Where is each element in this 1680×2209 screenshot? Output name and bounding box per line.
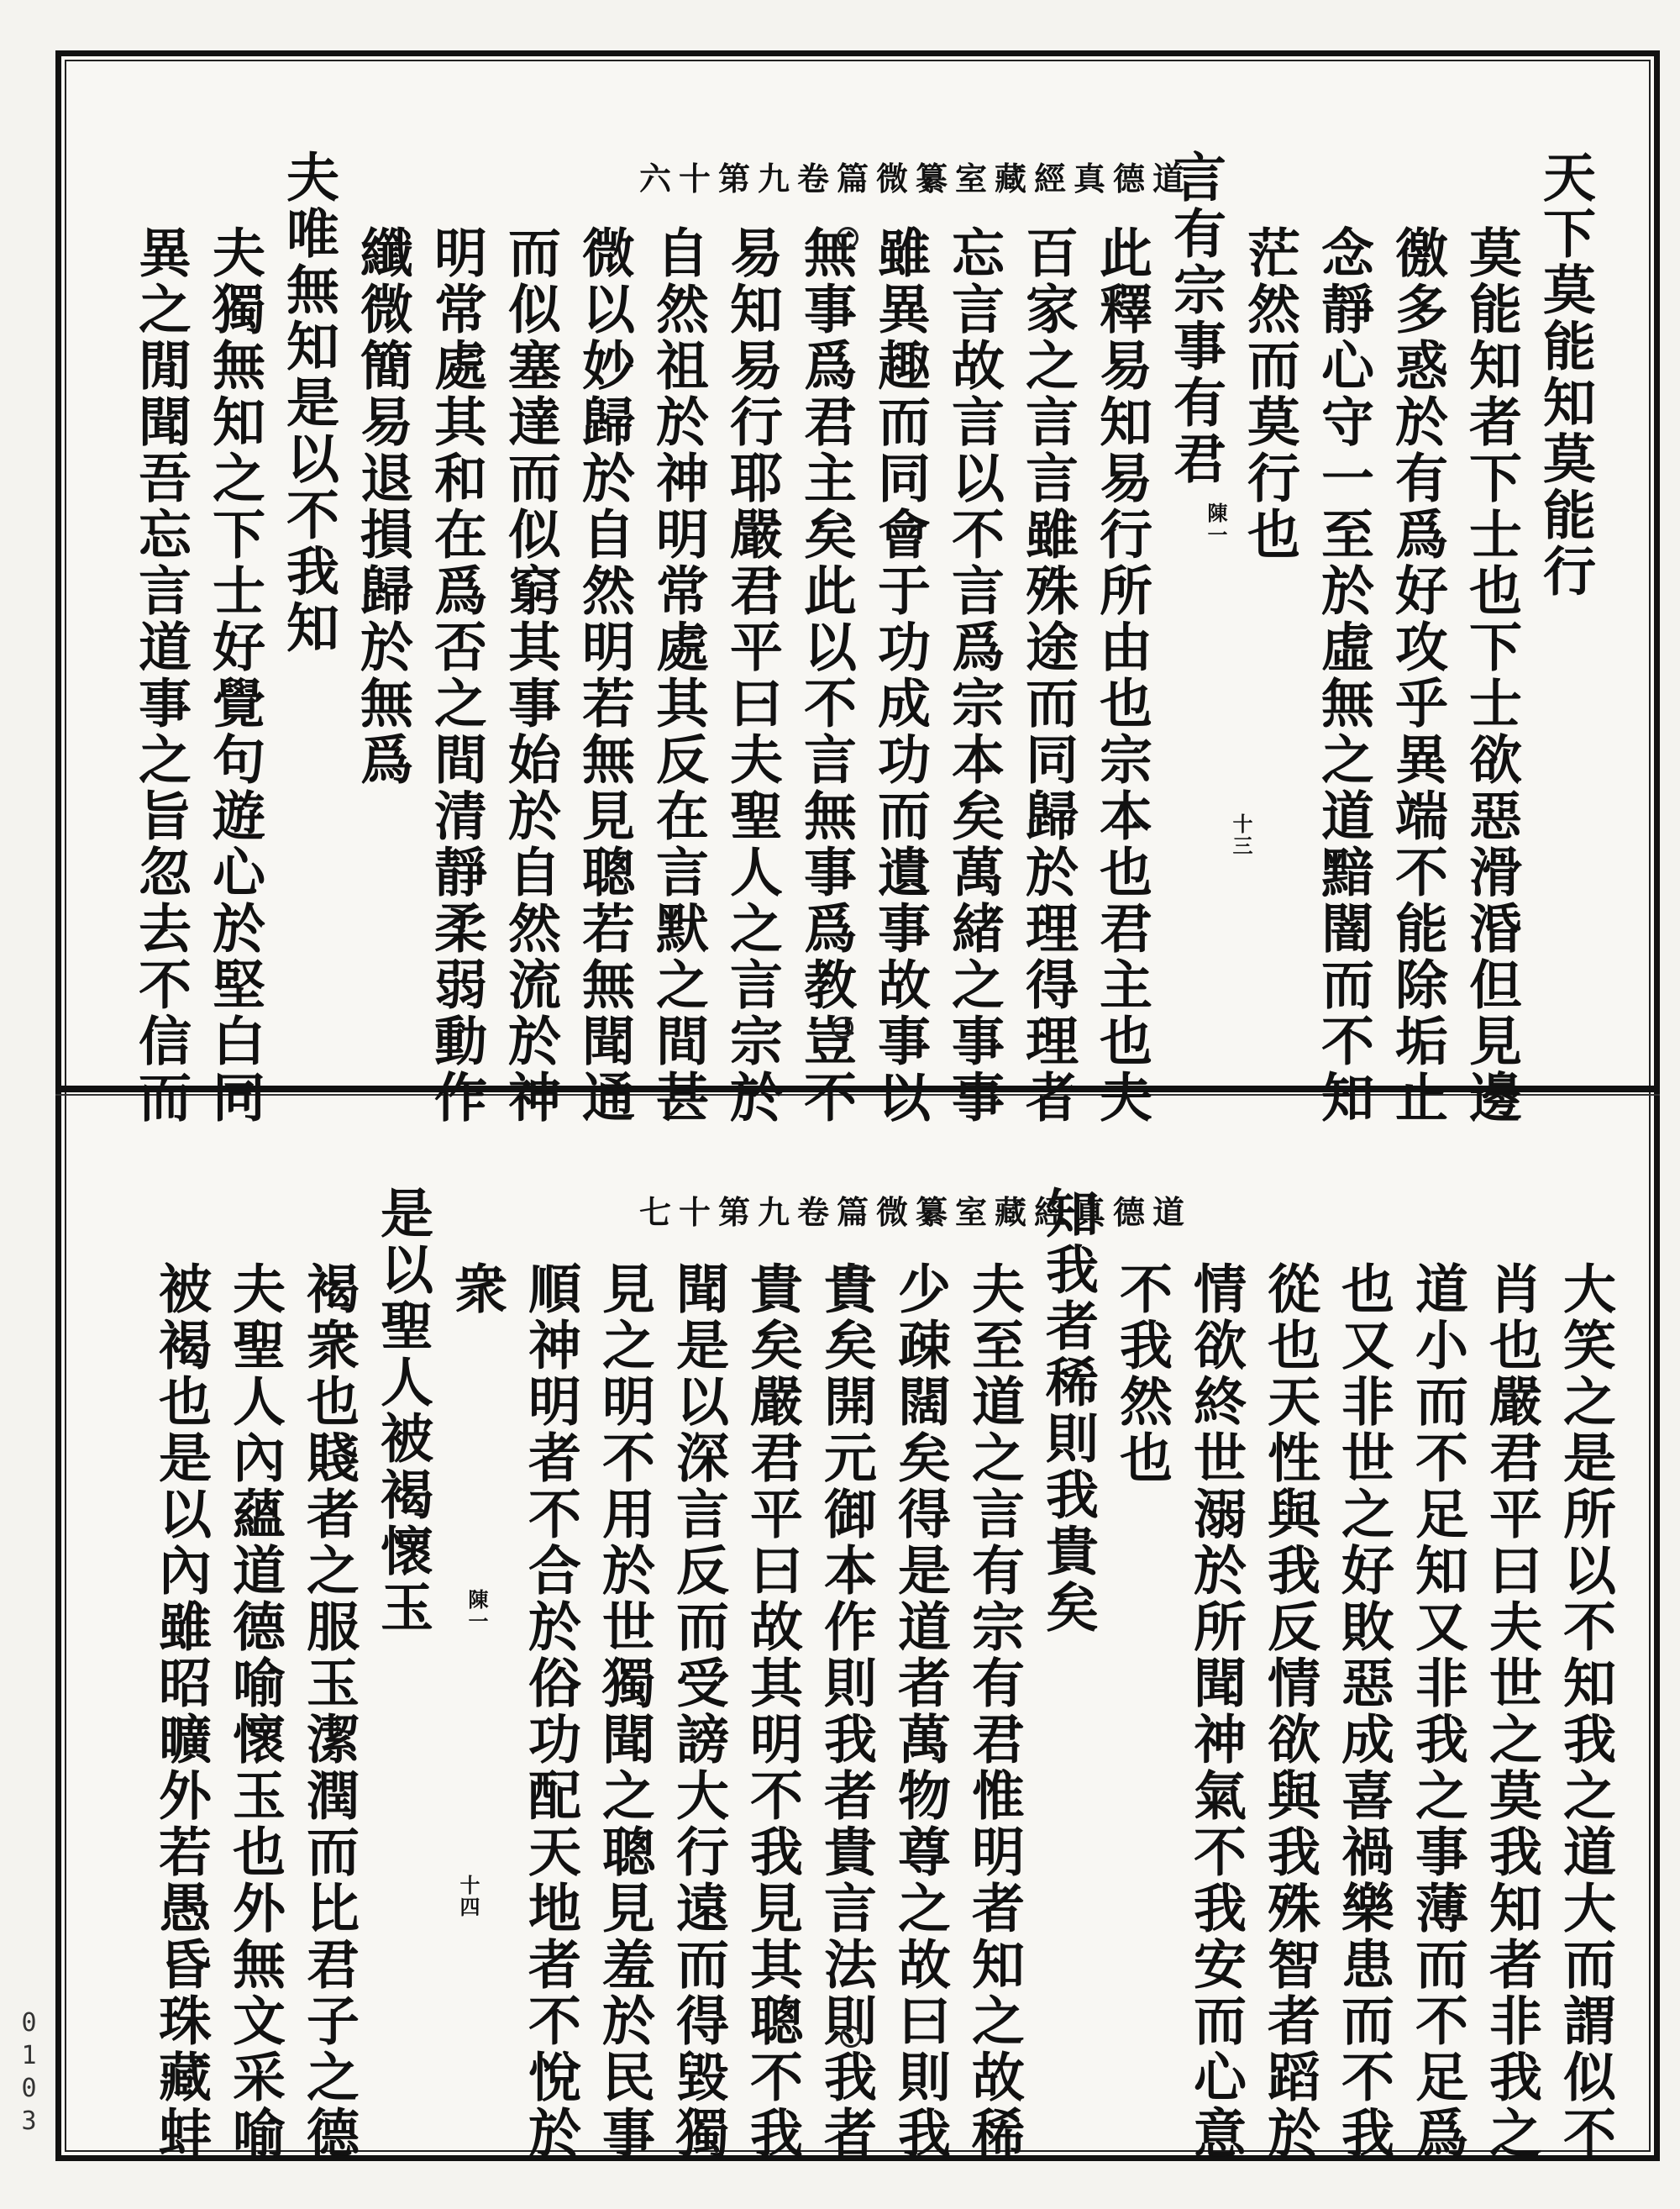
text-column: 夫唯無知是以不我知 bbox=[278, 150, 340, 656]
text-column: 而似塞達而似窮其事始於自然流於神 bbox=[500, 225, 562, 1126]
text-column: 大笑之是所以不知我之道大而謂似不 bbox=[1555, 1261, 1617, 2162]
text-column: 聞是以深言反而受謗大行遠而得毀獨 bbox=[668, 1261, 730, 2162]
text-column: 從也天性與我反情欲與我殊智者蹈於 bbox=[1259, 1261, 1321, 2162]
text-column: 也又非世之好敗惡成喜禍樂患而不我 bbox=[1333, 1261, 1395, 2162]
text-column: 道小而不足知又非我之事薄而不足爲 bbox=[1407, 1261, 1469, 2162]
text-column: 纖微簡易退損歸於無爲 bbox=[352, 225, 414, 788]
text-column: 微以妙歸於自然明若無見聰若無聞通 bbox=[574, 225, 636, 1126]
page-number: 0103 bbox=[14, 2008, 44, 2139]
text-column: 被褐也是以內雖昭曠外若愚昏珠藏蚌 bbox=[150, 1261, 213, 2162]
text-column: 情欲終世溺於所聞神氣不我安而心意 bbox=[1185, 1261, 1247, 2162]
text-column: 貴矣開元御本作則我者貴言法則我者 bbox=[816, 1261, 878, 2162]
section-circle-marker bbox=[840, 2026, 862, 2048]
text-column: 天下莫能知莫能行 bbox=[1535, 150, 1597, 600]
text-column: 無事爲君主矣此以不言無事爲教豈不 bbox=[795, 225, 858, 1126]
text-column: 百家之言言雖殊途而同歸於理得理者 bbox=[1017, 225, 1079, 1126]
text-column: 夫至道之言有宗有君惟明者知之故稀 bbox=[963, 1261, 1026, 2162]
text-column: 知我者稀則我貴矣 bbox=[1037, 1186, 1100, 1636]
text-column: 念靜心守一至於虛無之道黯闇而不知 bbox=[1313, 225, 1375, 1126]
text-column: 雖異趣而同會于功成功而遺事故事以 bbox=[869, 225, 932, 1126]
text-column: 夫獨無知之下士好覺句遊心於堅白同 bbox=[204, 225, 266, 1126]
folio-number: 十四 bbox=[456, 1875, 480, 1918]
text-column: 異之閒聞吾忘言道事之旨忽去不信而 bbox=[130, 225, 192, 1126]
text-column: 明常處其和在爲否之間清靜柔弱動作 bbox=[426, 225, 488, 1126]
bottom-panel bbox=[84, 1186, 1617, 2162]
text-column: 褐衆也賤者之服玉潔潤而比君子之德 bbox=[298, 1261, 360, 2162]
marker-note: 陳一 bbox=[1204, 502, 1228, 546]
text-column: 衆 bbox=[446, 1261, 508, 1318]
text-column: 此釋易知易行所由也宗本也君主也夫 bbox=[1091, 225, 1153, 1126]
text-column: 易知易行耶嚴君平曰夫聖人之言宗於 bbox=[722, 225, 784, 1126]
top-panel bbox=[84, 150, 1597, 1126]
text-column: 肖也嚴君平曰夫世之莫我知者非我之 bbox=[1481, 1261, 1543, 2162]
text-column: 貴矣嚴君平曰故其明不我見其聰不我 bbox=[742, 1261, 804, 2162]
text-column: 言有宗事有君 bbox=[1165, 150, 1227, 487]
section-circle-marker bbox=[837, 227, 858, 249]
text-column: 茫然而莫行也 bbox=[1239, 225, 1301, 563]
text-column: 順神明者不合於俗功配天地者不悅於 bbox=[520, 1261, 582, 2162]
marker-note: 陳一 bbox=[465, 1589, 489, 1633]
folio-number: 十三 bbox=[1229, 813, 1253, 857]
text-column: 是以聖人被褐懷玉 bbox=[372, 1186, 434, 1636]
text-column: 見之明不用於世獨聞之聰見羞於民事 bbox=[594, 1261, 656, 2162]
text-column: 少疎闊矣得是道者萬物尊之故曰則我 bbox=[890, 1261, 952, 2162]
text-column: 自然祖於神明常處其反在言默之間甚 bbox=[648, 225, 710, 1126]
text-column: 夫聖人內蘊道德喻懷玉也外無文采喻 bbox=[224, 1261, 286, 2162]
text-column: 徼多惑於有爲好攻乎異端不能除垢止 bbox=[1387, 225, 1449, 1126]
text-column: 莫能知者下士也下士欲惡滑涽但見邊 bbox=[1461, 225, 1523, 1126]
section-circle-marker bbox=[832, 1017, 853, 1039]
running-head-bottom: 道德真經藏室纂微篇卷九第十七 bbox=[638, 1193, 1192, 1231]
text-column: 不我然也 bbox=[1111, 1261, 1173, 1486]
running-head-top: 道德真經藏室纂微篇卷九第十六 bbox=[638, 160, 1192, 197]
section-circle-marker bbox=[845, 1265, 867, 1286]
text-column: 忘言故言以不言爲宗本矣萬緒之事事 bbox=[943, 225, 1005, 1126]
